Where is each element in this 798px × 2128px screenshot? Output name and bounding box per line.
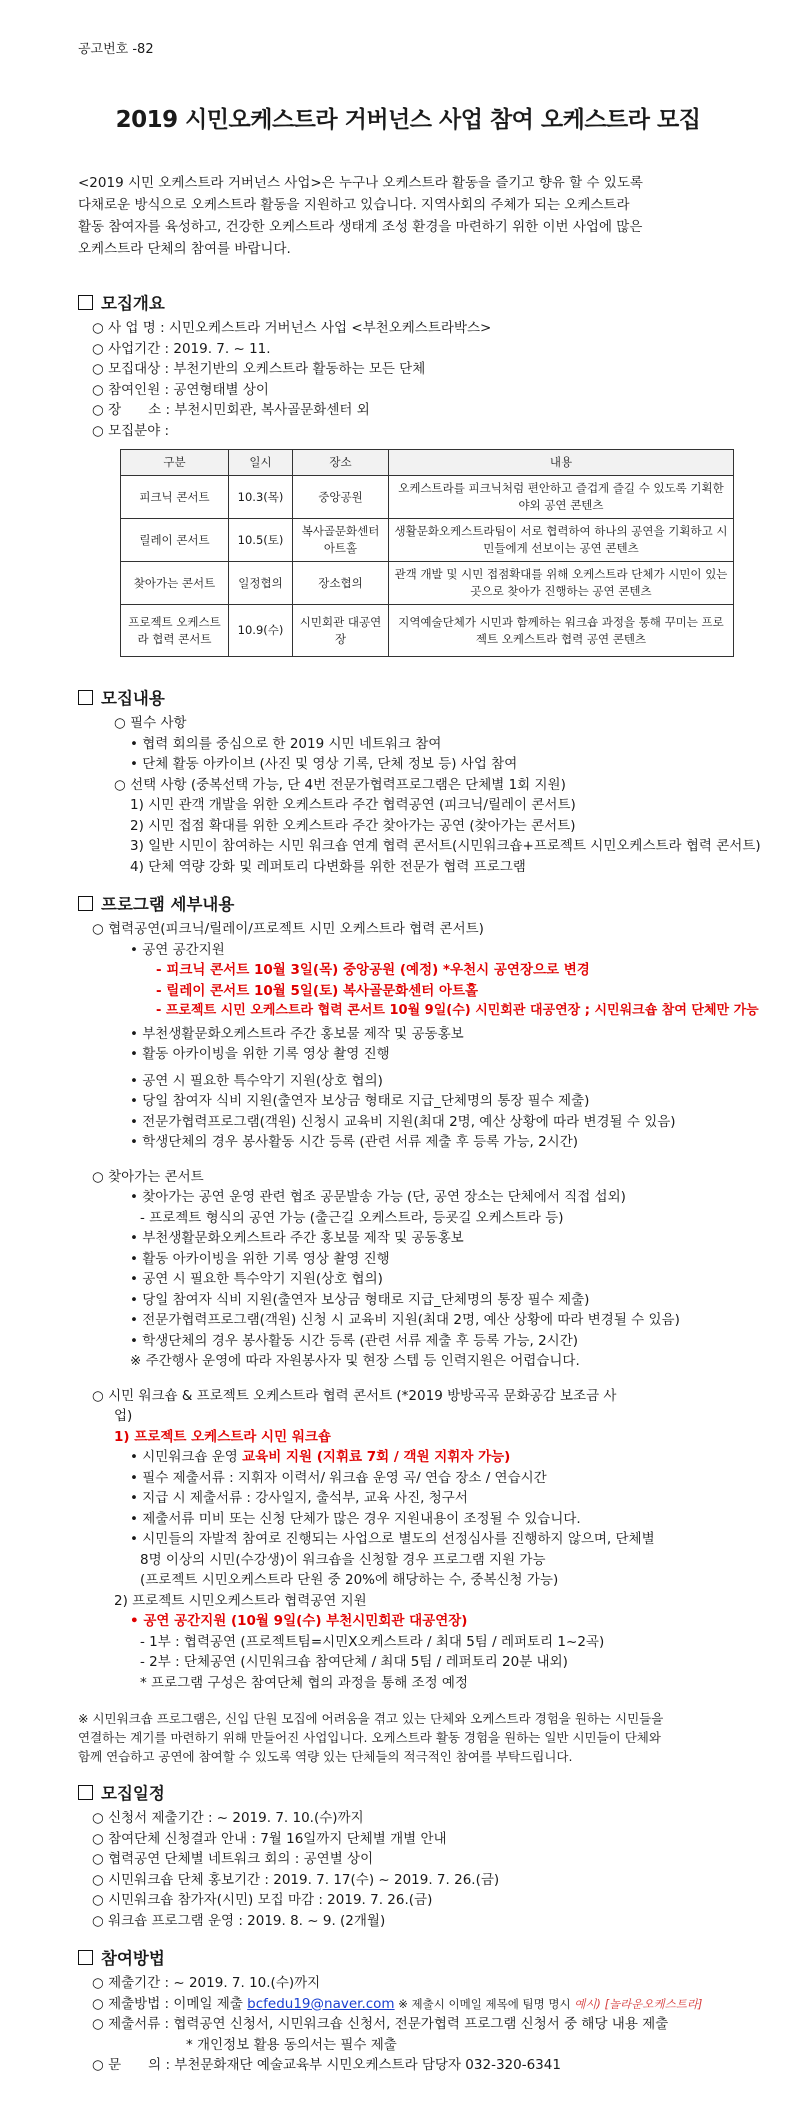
- section-title: 모집일정: [101, 1784, 165, 1803]
- workshop-note: [78, 1709, 738, 1766]
- schedule-item: ○ 시민워크숍 단체 홍보기간 : 2019. 7. 17(수) ~ 2019. 7. 26.(금): [92, 1871, 500, 1888]
- overview-item: ○ 사업기간 : 2019. 7. ~ 11.: [92, 340, 271, 357]
- note-line: ※ 시민워크숍 프로그램은, 신입 단원 모집에 어려움을 겪고 있는 단체와 오케스트라 경험을 원하는 시민들을: [78, 1711, 664, 1726]
- table-header: 구분: [121, 450, 229, 476]
- checkbox-square-icon: [78, 896, 93, 911]
- list-item-text: • 시민워크숍 운영: [130, 1449, 243, 1465]
- schedule-item: ○ 참여단체 신청결과 안내 : 7월 16일까지 단체별 개별 안내: [92, 1830, 447, 1847]
- table-cell: 찾아가는 콘서트: [121, 562, 229, 605]
- section-heading-content: [78, 685, 738, 709]
- email-link[interactable]: bcfedu19@naver.com: [247, 1995, 395, 2012]
- section-heading-overview: [78, 290, 738, 314]
- table-cell: 지역예술단체가 시민과 함께하는 워크숍 과정을 통해 꾸미는 프로젝트 오케스트라 협력 공연 콘텐츠: [389, 605, 734, 657]
- list-item: • 부천생활문화오케스트라 주간 홍보물 제작 및 공동홍보: [130, 1025, 464, 1042]
- list-item: • 활동 아카이빙을 위한 기록 영상 촬영 진행: [130, 1046, 390, 1062]
- table-header-row: [121, 450, 734, 476]
- overview-item: ○ 사 업 명 : 시민오케스트라 거버넌스 사업 <부천오케스트라박스>: [92, 320, 492, 336]
- method-submission: [78, 1994, 738, 2015]
- list-item: • 당일 참여자 식비 지원(출연자 보상금 형태로 지급_단체명의 통장 필수 제출): [130, 1291, 590, 1308]
- table-header: 장소: [293, 450, 389, 476]
- intro-line: 다채로운 방식으로 오케스트라 활동을 지원하고 있습니다. 지역사회의 주체가 되는 오케스트라: [78, 197, 630, 213]
- list-item: 4) 단체 역량 강화 및 레퍼토리 다변화를 위한 전문가 협력 프로그램: [130, 858, 526, 875]
- table-cell: 오케스트라를 피크닉처럼 편안하고 즐겁게 즐길 수 있도록 기획한 야외 공연 콘텐츠: [389, 476, 734, 519]
- list-item: • 공연 공간지원: [130, 941, 225, 958]
- checkbox-square-icon: [78, 295, 93, 310]
- schedule-item: ○ 협력공연 단체별 네트워크 회의 : 공연별 상이: [92, 1851, 374, 1867]
- list-item: 2) 시민 접점 확대를 위한 오케스트라 주간 찾아가는 공연 (찾아가는 콘서트): [130, 817, 576, 834]
- section-title: 모집내용: [101, 689, 165, 708]
- schedule-item: ○ 워크숍 프로그램 운영 : 2019. 8. ~ 9. (2개월): [92, 1912, 386, 1929]
- checkbox-square-icon: [78, 1785, 93, 1800]
- list-item: ○ 선택 사항 (중복선택 가능, 단 4번 전문가협력프로그램은 단체별 1회 지원): [114, 776, 566, 793]
- list-item: ○ 협력공연(피크닉/릴레이/프로젝트 시민 오케스트라 협력 콘서트): [92, 921, 484, 937]
- program-group-visiting: [78, 1167, 738, 1372]
- schedule-list: [78, 1808, 738, 1931]
- intro-line: 활동 참여자를 육성하고, 건강한 오케스트라 생태계 조성 환경을 마련하기 위한 이번 사업에 많은: [78, 219, 643, 235]
- list-item: • 지급 시 제출서류 : 강사일지, 출석부, 교육 사진, 청구서: [130, 1490, 468, 1506]
- table-row: [121, 605, 734, 657]
- list-item: • 학생단체의 경우 봉사활동 시간 등록 (관련 서류 제출 후 등록 가능, 2시간): [130, 1134, 579, 1150]
- list-item: • 제출서류 미비 또는 신청 단체가 많은 경우 지원내용이 조정될 수 있습니다.: [130, 1510, 581, 1527]
- table-cell: 관객 개발 및 시민 접점확대를 위해 오케스트라 단체가 시민이 있는 곳으로 찾아가 진행하는 공연 콘텐츠: [389, 562, 734, 605]
- table-row: [121, 562, 734, 605]
- method-contact: ○ 문 의 : 부천문화재단 예술교육부 시민오케스트라 담당자 032-320-6341: [92, 2057, 561, 2073]
- list-item: ○ 시민 워크숍 & 프로젝트 오케스트라 협력 콘서트 (*2019 방방곡곡 문화공감 보조금 사: [92, 1387, 617, 1404]
- list-item: 업): [114, 1408, 133, 1424]
- table-cell: 10.9(수): [229, 605, 293, 657]
- table-cell: 릴레이 콘서트: [121, 519, 229, 562]
- page-title: 2019 시민오케스트라 거버넌스 사업 참여 오케스트라 모집: [115, 107, 701, 133]
- program-group-cooperative: [78, 919, 759, 1153]
- list-item-highlight: 교육비 지원 (지휘료 7회 / 객원 지휘자 가능): [242, 1449, 511, 1465]
- table-cell: 중앙공원: [293, 476, 389, 519]
- list-item: 3) 일반 시민이 참여하는 시민 워크숍 연계 협력 콘서트(시민워크숍+프로젝트 시민오케스트라 협력 콘서트): [130, 838, 761, 854]
- list-item: - 릴레이 콘서트 10월 5일(토) 복사골문화센터 아트홀: [156, 982, 479, 999]
- list-item: ※ 주간행사 운영에 따라 자원봉사자 및 현장 스텝 등 인력지원은 어렵습니다.: [130, 1353, 580, 1369]
- list-item: - 1부 : 협력공연 (프로젝트팀=시민X오케스트라 / 최대 5팀 / 레퍼토리 1~2곡): [140, 1633, 605, 1650]
- table-cell: 10.5(토): [229, 519, 293, 562]
- list-item: • 활동 아카이빙을 위한 기록 영상 촬영 진행: [130, 1250, 390, 1267]
- section-title: 프로그램 세부내용: [101, 895, 235, 914]
- section-heading-method: [78, 1945, 738, 1969]
- list-item: • 시민들의 자발적 참여로 진행되는 사업으로 별도의 선정심사를 진행하지 않으며, 단체별: [130, 1531, 655, 1547]
- overview-item: ○ 모집분야 :: [92, 422, 170, 439]
- overview-list: [78, 318, 738, 441]
- table-cell: 시민회관 대공연장: [293, 605, 389, 657]
- note-line: 연결하는 계기를 마련하기 위해 만들어진 사업입니다. 오케스트라 활동 경험을 원하는 일반 시민들이 단체와: [78, 1730, 661, 1745]
- table-cell: 10.3(목): [229, 476, 293, 519]
- table-cell: 프로젝트 오케스트라 협력 콘서트: [121, 605, 229, 657]
- program-group-workshop: [78, 1386, 738, 1694]
- overview-item: ○ 모집대상 : 부천기반의 오케스트라 활동하는 모든 단체: [92, 361, 426, 377]
- table-header: 내용: [389, 450, 734, 476]
- table-row: [121, 519, 734, 562]
- method-submission-label: ○ 제출방법 : 이메일 제출: [92, 1995, 248, 2012]
- email-note: ※ 제출시 이메일 제목에 팀명 명시: [394, 1996, 575, 2011]
- table-cell: 피크닉 콘서트: [121, 476, 229, 519]
- list-item: * 프로그램 구성은 참여단체 협의 과정을 통해 조정 예정: [140, 1674, 468, 1691]
- list-item: • 학생단체의 경우 봉사활동 시간 등록 (관련 서류 제출 후 등록 가능, 2시간): [130, 1332, 579, 1349]
- list-item: ○ 필수 사항: [114, 715, 187, 731]
- list-item: - 프로젝트 시민 오케스트라 협력 콘서트 10월 9일(수) 시민회관 대공연장 ; 시민워크숍 참여 단체만 가능: [156, 1003, 759, 1018]
- section-title: 모집개요: [101, 294, 165, 313]
- list-item: • 필수 제출서류 : 지휘자 이력서/ 워크숍 운영 곡/ 연습 장소 / 연습시간: [130, 1469, 547, 1486]
- list-item: • 전문가협력프로그램(객원) 신청시 교육비 지원(최대 2명, 예산 상황에 따라 변경될 수 있음): [130, 1113, 676, 1130]
- list-item: [78, 1447, 738, 1468]
- table-header: 일시: [229, 450, 293, 476]
- list-item: 8명 이상의 시민(수강생)이 워크숍을 신청할 경우 프로그램 지원 가능: [140, 1551, 546, 1568]
- note-line: 함께 연습하고 공연에 참여할 수 있도록 역량 있는 단체들의 적극적인 참여를 부탁드립니다.: [78, 1749, 573, 1764]
- content-list: [78, 713, 761, 877]
- section-heading-schedule: [78, 1780, 738, 1804]
- list-item: • 공연 시 필요한 특수악기 지원(상호 협의): [130, 1072, 383, 1089]
- section-heading-program: [78, 891, 738, 915]
- list-item: • 단체 활동 아카이브 (사진 및 영상 기록, 단체 정보 등) 사업 참여: [130, 756, 518, 772]
- list-item: - 프로젝트 형식의 공연 가능 (출근길 오케스트라, 등굣길 오케스트라 등): [140, 1209, 564, 1226]
- list-item: (프로젝트 시민오케스트라 단원 중 20%에 해당하는 수, 중복신청 가능): [140, 1572, 559, 1588]
- list-item: • 전문가협력프로그램(객원) 신청 시 교육비 지원(최대 2명, 예산 상황에 따라 변경될 수 있음): [130, 1312, 680, 1328]
- recruit-field-table: [120, 449, 734, 657]
- table-row: [121, 476, 734, 519]
- method-privacy: * 개인정보 활용 동의서는 필수 제출: [186, 2036, 397, 2053]
- email-example: 예시) [놀라운오케스트라]: [574, 1996, 703, 2011]
- intro-line: 오케스트라 단체의 참여를 바랍니다.: [78, 241, 291, 257]
- list-item: • 부천생활문화오케스트라 주간 홍보물 제작 및 공동홍보: [130, 1230, 464, 1246]
- list-item: • 협력 회의를 중심으로 한 2019 시민 네트워크 참여: [130, 735, 442, 752]
- notice-number: 공고번호 -82: [78, 42, 154, 57]
- schedule-item: ○ 시민워크숍 참가자(시민) 모집 마감 : 2019. 7. 26.(금): [92, 1892, 433, 1908]
- overview-item: ○ 참여인원 : 공연형태별 상이: [92, 381, 269, 398]
- intro-paragraph: [78, 172, 738, 260]
- checkbox-square-icon: [78, 690, 93, 705]
- list-item: 1) 프로젝트 오케스트라 시민 워크숍: [114, 1428, 331, 1445]
- method-list: [78, 1973, 738, 2076]
- method-documents: ○ 제출서류 : 협력공연 신청서, 시민워크숍 신청서, 전문가협력 프로그램 신청서 중 해당 내용 제출: [92, 2016, 669, 2032]
- method-period: ○ 제출기간 : ~ 2019. 7. 10.(수)까지: [92, 1975, 321, 1991]
- overview-item: ○ 장 소 : 부천시민회관, 복사골문화센터 외: [92, 402, 370, 418]
- list-item: - 2부 : 단체공연 (시민워크숍 참여단체 / 최대 5팀 / 레퍼토리 20분 내외): [140, 1654, 568, 1670]
- intro-line: <2019 시민 오케스트라 거버넌스 사업>은 누구나 오케스트라 활동을 즐기고 향유 할 수 있도록: [78, 175, 643, 191]
- table-cell: 일정협의: [229, 562, 293, 605]
- list-item: • 공연 공간지원 (10월 9일(수) 부천시민회관 대공연장): [130, 1613, 468, 1629]
- schedule-item: ○ 신청서 제출기간 : ~ 2019. 7. 10.(수)까지: [92, 1810, 364, 1826]
- list-item: ○ 찾아가는 콘서트: [92, 1168, 204, 1185]
- section-title: 참여방법: [101, 1949, 165, 1968]
- table-cell: 생활문화오케스트라팀이 서로 협력하여 하나의 공연을 기획하고 시민들에게 선보이는 공연 콘텐츠: [389, 519, 734, 562]
- list-item: 1) 시민 관객 개발을 위한 오케스트라 주간 협력공연 (피크닉/릴레이 콘서트): [130, 797, 576, 813]
- list-item: • 당일 참여자 식비 지원(출연자 보상금 형태로 지급_단체명의 통장 필수 제출): [130, 1093, 590, 1109]
- table-cell: 장소협의: [293, 562, 389, 605]
- checkbox-square-icon: [78, 1950, 93, 1965]
- list-item: 2) 프로젝트 시민오케스트라 협력공연 지원: [114, 1592, 367, 1609]
- table-cell: 복사골문화센터 아트홀: [293, 519, 389, 562]
- list-item: - 피크닉 콘서트 10월 3일(목) 중앙공원 (예정) *우천시 공연장으로 변경: [156, 962, 590, 978]
- list-item: • 공연 시 필요한 특수악기 지원(상호 협의): [130, 1271, 383, 1287]
- list-item: • 찾아가는 공연 운영 관련 협조 공문발송 가능 (단, 공연 장소는 단체에서 직접 섭외): [130, 1189, 626, 1205]
